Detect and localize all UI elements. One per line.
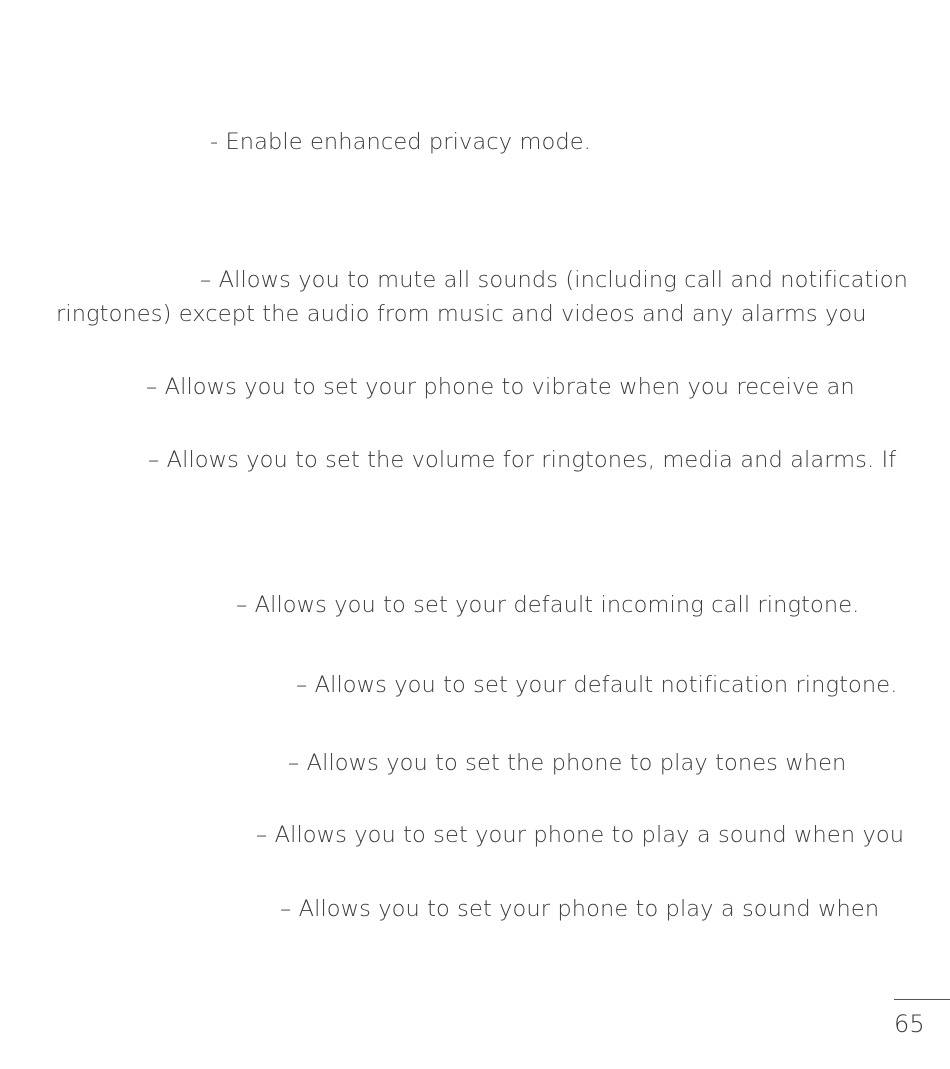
phone-ringtone-text: – Allows you to set your default incoming call ringtone. <box>236 592 860 618</box>
silent-mode-text: – Allows you to mute all sounds (including call and notification <box>200 267 909 293</box>
footer-divider <box>894 999 950 1000</box>
silent-mode-text-continued: ringtones) except the audio from music and videos and any alarms you <box>56 301 867 327</box>
notification-ringtone-text: – Allows you to set your default notification ringtone. <box>296 672 898 698</box>
page-number: 65 <box>894 1010 925 1038</box>
privacy-mode-text: - Enable enhanced privacy mode. <box>210 129 591 155</box>
vibrate-text: – Allows you to set your phone to vibrate when you receive an <box>146 374 855 400</box>
dial-pad-tones-text: – Allows you to set the phone to play tones when <box>288 750 847 776</box>
touch-sounds-text: – Allows you to set your phone to play a sound when you <box>256 822 905 848</box>
volume-text: – Allows you to set the volume for ringtones, media and alarms. If <box>148 447 897 473</box>
screen-lock-sound-text: – Allows you to set your phone to play a sound when <box>280 896 880 922</box>
